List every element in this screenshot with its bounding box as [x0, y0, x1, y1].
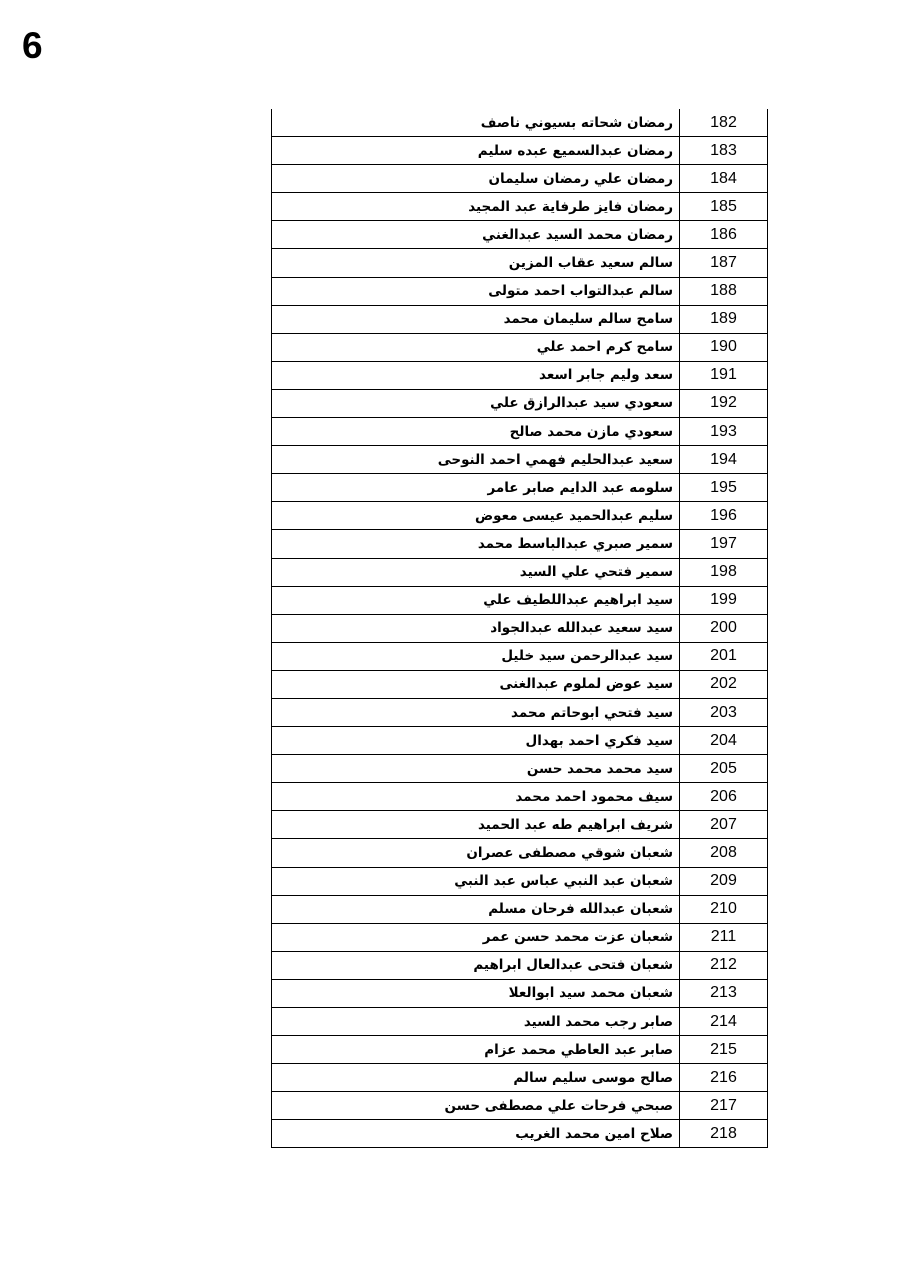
row-number: 216 [680, 1064, 768, 1092]
row-name: شعبان شوقي مصطفى عصران [272, 839, 680, 867]
row-name: سيد عوض لملوم عبدالغنى [272, 670, 680, 698]
table-row [272, 670, 768, 698]
table-row [272, 1120, 768, 1148]
row-name: سيد سعيد عبدالله عبدالجواد [272, 614, 680, 642]
row-number: 186 [680, 221, 768, 249]
row-number: 207 [680, 811, 768, 839]
table-row [272, 614, 768, 642]
table-row [272, 389, 768, 417]
row-number: 206 [680, 783, 768, 811]
table-row [272, 923, 768, 951]
table-row [272, 418, 768, 446]
row-number: 193 [680, 418, 768, 446]
row-number: 198 [680, 558, 768, 586]
table-row [272, 1008, 768, 1036]
table-row [272, 277, 768, 305]
row-number: 188 [680, 277, 768, 305]
table-row [272, 502, 768, 530]
row-number: 200 [680, 614, 768, 642]
row-name: سعودي سيد عبدالرازق علي [272, 389, 680, 417]
row-number: 192 [680, 389, 768, 417]
table-row [272, 839, 768, 867]
table-row [272, 558, 768, 586]
row-name: صالح موسى سليم سالم [272, 1064, 680, 1092]
row-number: 182 [680, 109, 768, 137]
row-name: صابر عبد العاطي محمد عزام [272, 1036, 680, 1064]
row-number: 210 [680, 895, 768, 923]
row-name: شعبان عبدالله فرحان مسلم [272, 895, 680, 923]
row-name: رمضان علي رمضان سليمان [272, 165, 680, 193]
table-row [272, 165, 768, 193]
row-name: شعبان عزت محمد حسن عمر [272, 923, 680, 951]
table-row [272, 109, 768, 137]
row-number: 204 [680, 727, 768, 755]
table-row [272, 474, 768, 502]
row-number: 183 [680, 137, 768, 165]
table-row [272, 867, 768, 895]
row-name: شريف ابراهيم طه عبد الحميد [272, 811, 680, 839]
row-name: سيد محمد محمد حسن [272, 755, 680, 783]
row-name: شعبان محمد سيد ابوالعلا [272, 979, 680, 1007]
row-number: 199 [680, 586, 768, 614]
row-name: سيد عبدالرحمن سيد خليل [272, 642, 680, 670]
row-number: 185 [680, 193, 768, 221]
table-row [272, 193, 768, 221]
table-row [272, 333, 768, 361]
names-table-body [272, 109, 768, 1148]
table-row [272, 755, 768, 783]
table-row [272, 951, 768, 979]
row-number: 202 [680, 670, 768, 698]
row-name: سمير صبري عبدالباسط محمد [272, 530, 680, 558]
row-name: سعودي مازن محمد صالح [272, 418, 680, 446]
table-row [272, 530, 768, 558]
row-name: صابر رجب محمد السيد [272, 1008, 680, 1036]
table-row [272, 811, 768, 839]
table-row [272, 446, 768, 474]
row-number: 187 [680, 249, 768, 277]
row-number: 190 [680, 333, 768, 361]
row-name: صلاح امين محمد الغريب [272, 1120, 680, 1148]
row-number: 205 [680, 755, 768, 783]
table-row [272, 1036, 768, 1064]
row-name: سيف محمود احمد محمد [272, 783, 680, 811]
row-number: 191 [680, 361, 768, 389]
row-name: سامح سالم سليمان محمد [272, 305, 680, 333]
row-name: سعد وليم جابر اسعد [272, 361, 680, 389]
row-number: 184 [680, 165, 768, 193]
row-number: 217 [680, 1092, 768, 1120]
row-name: رمضان عبدالسميع عبده سليم [272, 137, 680, 165]
row-name: سيد فتحي ابوحاتم محمد [272, 698, 680, 726]
row-number: 208 [680, 839, 768, 867]
row-number: 197 [680, 530, 768, 558]
table-row [272, 1064, 768, 1092]
row-number: 218 [680, 1120, 768, 1148]
row-number: 212 [680, 951, 768, 979]
table-row [272, 895, 768, 923]
row-name: سيد ابراهيم عبداللطيف علي [272, 586, 680, 614]
page-number: 6 [22, 25, 43, 66]
row-number: 214 [680, 1008, 768, 1036]
row-name: سلومه عبد الدايم صابر عامر [272, 474, 680, 502]
table-row [272, 249, 768, 277]
table-row [272, 642, 768, 670]
row-number: 203 [680, 698, 768, 726]
table-row [272, 361, 768, 389]
row-name: شعبان فتحى عبدالعال ابراهيم [272, 951, 680, 979]
row-number: 196 [680, 502, 768, 530]
row-number: 201 [680, 642, 768, 670]
row-number: 195 [680, 474, 768, 502]
row-name: سالم سعيد عقاب المزين [272, 249, 680, 277]
row-number: 213 [680, 979, 768, 1007]
table-row [272, 979, 768, 1007]
row-name: سعيد عبدالحليم فهمي احمد النوحى [272, 446, 680, 474]
row-name: رمضان محمد السيد عبدالغني [272, 221, 680, 249]
names-table [271, 109, 768, 1148]
row-name: شعبان عبد النبي عباس عبد النبي [272, 867, 680, 895]
row-name: سيد فكري احمد بهدال [272, 727, 680, 755]
row-name: رمضان شحاته بسيوني ناصف [272, 109, 680, 137]
table-row [272, 221, 768, 249]
row-number: 215 [680, 1036, 768, 1064]
row-number: 211 [680, 923, 768, 951]
table-row [272, 783, 768, 811]
row-name: سليم عبدالحميد عيسى معوض [272, 502, 680, 530]
row-name: صبحي فرحات علي مصطفى حسن [272, 1092, 680, 1120]
table-row [272, 305, 768, 333]
table-row [272, 698, 768, 726]
row-name: سالم عبدالتواب احمد متولى [272, 277, 680, 305]
row-number: 209 [680, 867, 768, 895]
row-name: سمير فتحي علي السيد [272, 558, 680, 586]
row-name: سامح كرم احمد علي [272, 333, 680, 361]
table-row [272, 727, 768, 755]
table-row [272, 137, 768, 165]
row-number: 189 [680, 305, 768, 333]
table-row [272, 586, 768, 614]
row-name: رمضان فايز طرفاية عبد المجيد [272, 193, 680, 221]
table-row [272, 1092, 768, 1120]
row-number: 194 [680, 446, 768, 474]
